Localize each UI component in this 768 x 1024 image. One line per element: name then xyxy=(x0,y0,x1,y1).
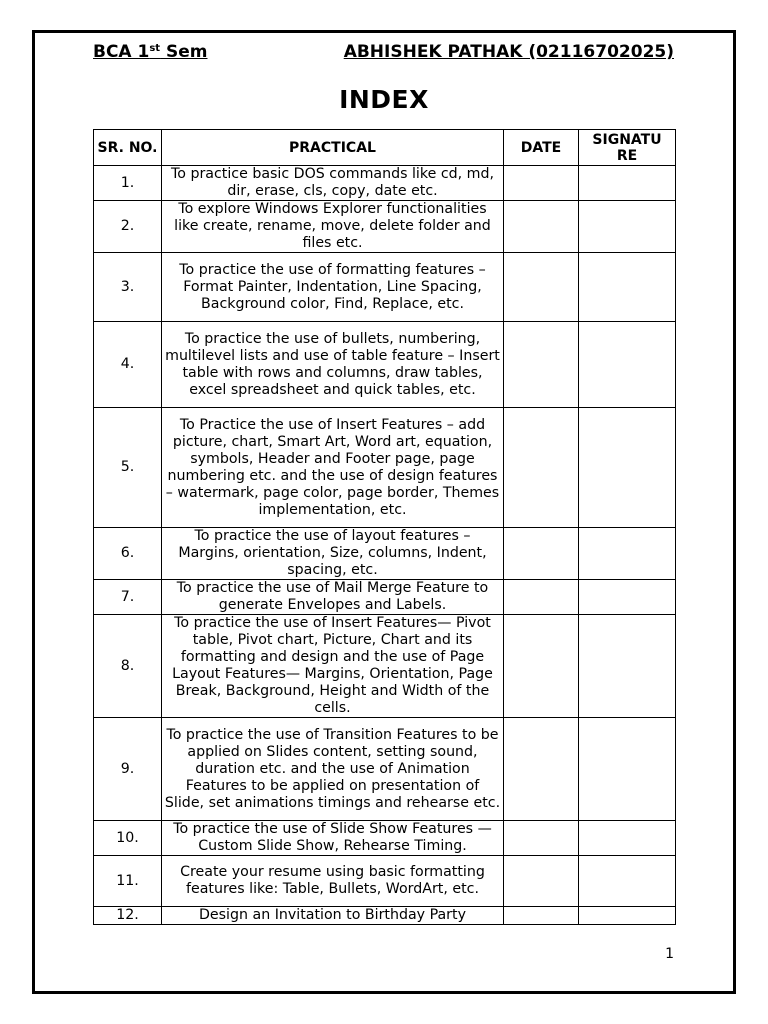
cell-date xyxy=(504,718,579,821)
cell-practical: To practice the use of bullets, numbering, multilevel lists and use of table feature – Insert table with rows and columns, draw tables, excel spreadsheet and quick tables, etc. xyxy=(162,322,504,408)
cell-date xyxy=(504,166,579,201)
cell-signature xyxy=(579,528,676,580)
cell-practical: To explore Windows Explorer functionalities like create, rename, move, delete folder and files etc. xyxy=(162,201,504,253)
cell-sr-no: 1. xyxy=(94,166,162,201)
table-header-row xyxy=(94,130,676,166)
cell-date xyxy=(504,907,579,925)
table-row xyxy=(94,856,676,907)
table-row xyxy=(94,821,676,856)
cell-sr-no: 11. xyxy=(94,856,162,907)
cell-practical: To practice the use of Insert Features— Pivot table, Pivot chart, Picture, Chart and its formatting and design and the use of Page Layout Features— Margins, Orientation, Page Break, Background, Height and Width of the cells. xyxy=(162,615,504,718)
cell-date xyxy=(504,615,579,718)
cell-date xyxy=(504,201,579,253)
cell-practical: To practice the use of Mail Merge Feature to generate Envelopes and Labels. xyxy=(162,580,504,615)
cell-sr-no: 10. xyxy=(94,821,162,856)
cell-signature xyxy=(579,718,676,821)
cell-sr-no: 8. xyxy=(94,615,162,718)
index-table xyxy=(93,129,676,925)
cell-signature xyxy=(579,166,676,201)
cell-date xyxy=(504,856,579,907)
table-row xyxy=(94,615,676,718)
cell-sr-no: 2. xyxy=(94,201,162,253)
table-row xyxy=(94,718,676,821)
cell-signature xyxy=(579,580,676,615)
table-row xyxy=(94,408,676,528)
cell-date xyxy=(504,408,579,528)
cell-sr-no: 5. xyxy=(94,408,162,528)
cell-sr-no: 7. xyxy=(94,580,162,615)
page-title: INDEX xyxy=(339,85,429,114)
table-row xyxy=(94,907,676,925)
cell-signature xyxy=(579,201,676,253)
cell-date xyxy=(504,821,579,856)
cell-signature xyxy=(579,856,676,907)
cell-sr-no: 3. xyxy=(94,253,162,322)
cell-signature xyxy=(579,408,676,528)
cell-date xyxy=(504,253,579,322)
course-superscript: st xyxy=(149,43,161,54)
cell-practical: To practice the use of Slide Show Features — Custom Slide Show, Rehearse Timing. xyxy=(162,821,504,856)
cell-date xyxy=(504,322,579,408)
table-row xyxy=(94,528,676,580)
cell-signature xyxy=(579,907,676,925)
table-row xyxy=(94,253,676,322)
cell-date xyxy=(504,580,579,615)
header-sr-no: SR. NO. xyxy=(94,130,162,166)
cell-practical: To practice basic DOS commands like cd, md, dir, erase, cls, copy, date etc. xyxy=(162,166,504,201)
cell-sr-no: 12. xyxy=(94,907,162,925)
cell-practical: To practice the use of layout features – Margins, orientation, Size, columns, Indent, spacing, etc. xyxy=(162,528,504,580)
cell-sr-no: 4. xyxy=(94,322,162,408)
student-name-roll: ABHISHEK PATHAK (02116702025) xyxy=(343,42,674,62)
course-label xyxy=(93,42,207,62)
cell-date xyxy=(504,528,579,580)
table-row xyxy=(94,166,676,201)
header-date: DATE xyxy=(504,130,579,166)
cell-practical: Design an Invitation to Birthday Party xyxy=(162,907,504,925)
cell-practical: Create your resume using basic formatting features like: Table, Bullets, WordArt, etc. xyxy=(162,856,504,907)
course-prefix: BCA 1 xyxy=(93,42,150,62)
cell-sr-no: 6. xyxy=(94,528,162,580)
header-signature: SIGNATU RE xyxy=(579,130,676,166)
table-row xyxy=(94,322,676,408)
course-suffix: Sem xyxy=(160,42,208,62)
cell-signature xyxy=(579,322,676,408)
table-row xyxy=(94,201,676,253)
cell-practical: To practice the use of formatting features – Format Painter, Indentation, Line Spacing, Background color, Find, Replace, etc. xyxy=(162,253,504,322)
cell-signature xyxy=(579,615,676,718)
table-row xyxy=(94,580,676,615)
page-number: 1 xyxy=(665,946,674,962)
header-practical: PRACTICAL xyxy=(162,130,504,166)
cell-signature xyxy=(579,821,676,856)
cell-signature xyxy=(579,253,676,322)
cell-practical: To Practice the use of Insert Features – add picture, chart, Smart Art, Word art, equation, symbols, Header and Footer page, page numbering etc. and the use of design features – watermark, page color, page border, Themes implementation, etc. xyxy=(162,408,504,528)
cell-sr-no: 9. xyxy=(94,718,162,821)
cell-practical: To practice the use of Transition Features to be applied on Slides content, setting sound, duration etc. and the use of Animation Features to be applied on presentation of Slide, set animations timings and rehearse etc. xyxy=(162,718,504,821)
